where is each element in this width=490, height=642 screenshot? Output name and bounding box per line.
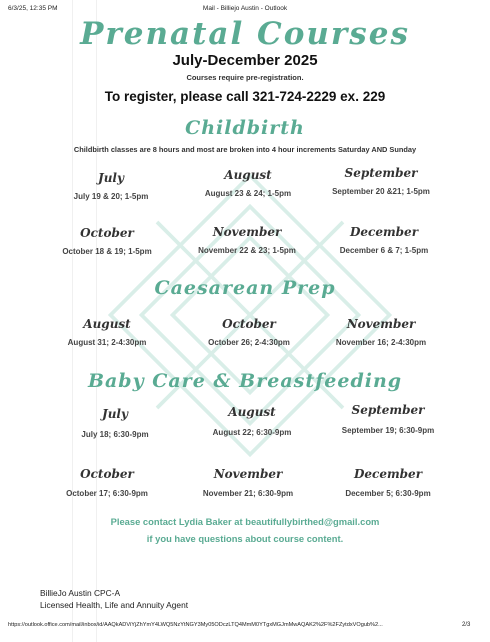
session-dates: July 18; 6:30-9pm: [81, 430, 149, 439]
session-dates: August 23 & 24; 1-5pm: [204, 189, 292, 198]
register-phone: To register, please call 321-724-2229 ex. 229: [104, 89, 386, 104]
contact-info: [0, 513, 490, 547]
section-title-childbirth: Childbirth: [185, 117, 305, 139]
page-title: Prenatal Courses: [80, 16, 410, 52]
session-dates: August 22; 6:30-9pm: [212, 428, 292, 437]
session-month: July: [98, 171, 124, 185]
session-month: November: [213, 467, 283, 481]
session-month: October: [222, 317, 276, 331]
session-dates: December 6 & 7; 1-5pm: [339, 246, 429, 255]
session-month: August: [228, 405, 276, 419]
signature-name: BillieJo Austin CPC-A: [40, 588, 121, 598]
session-month: November: [212, 225, 282, 239]
signature-role: Licensed Health, Life and Annuity Agent: [40, 600, 189, 610]
session-month: October: [80, 226, 134, 240]
section-title-caesarean: Caesarean Prep: [154, 277, 336, 299]
session-month: November: [346, 317, 416, 331]
preregistration-note: Courses require pre-registration.: [186, 73, 304, 82]
session-dates: September 20 &21; 1-5pm: [332, 187, 430, 196]
session-month: December: [353, 467, 423, 481]
session-dates: October 17; 6:30-9pm: [66, 489, 148, 498]
contact-line-questions: if you have questions about course content.: [146, 533, 344, 544]
session-month: September: [344, 166, 418, 180]
session-month: December: [349, 225, 419, 239]
session-dates: August 31; 2-4:30pm: [67, 338, 147, 347]
session-month: September: [351, 403, 425, 417]
session-month: August: [224, 168, 272, 182]
session-dates: October 18 & 19; 1-5pm: [62, 247, 152, 256]
section-description-childbirth: Childbirth classes are 8 hours and most are broken into 4 hour increments Saturday AND Sunday: [73, 145, 417, 154]
session-month: October: [80, 467, 134, 481]
session-month: August: [83, 317, 131, 331]
session-month: July: [102, 407, 128, 421]
print-window-title: Mail - Billiejo Austin - Outlook: [202, 5, 288, 12]
session-dates: December 5; 6:30-9pm: [345, 489, 431, 498]
contact-line-email: Please contact Lydia Baker at beautifullybirthed@gmail.com: [110, 516, 380, 527]
section-title-babycare: Baby Care & Breastfeeding: [87, 370, 403, 392]
session-dates: October 26; 2-4:30pm: [208, 338, 290, 347]
page-subtitle: July-December 2025: [172, 52, 318, 69]
session-dates: November 22 & 23; 1-5pm: [198, 246, 296, 255]
session-dates: July 19 & 20; 1-5pm: [73, 192, 149, 201]
print-page-number: 2/3: [462, 622, 471, 628]
watermark-logo: [95, 160, 405, 470]
session-dates: November 21; 6:30-9pm: [202, 489, 294, 498]
session-dates: September 19; 6:30-9pm: [341, 426, 435, 435]
print-date-time: 6/3/25, 12:35 PM: [8, 5, 58, 12]
session-dates: November 16; 2-4:30pm: [335, 338, 427, 347]
print-url: https://outlook.office.com/mail/inbox/id/AAQkADViYjZhYmY4LWQ5NzYtNGY3My05ODczLTQ4MmM0YTgxMGJmMwAQAK2%2F%2FZytdxVOgub%2...: [8, 622, 383, 628]
